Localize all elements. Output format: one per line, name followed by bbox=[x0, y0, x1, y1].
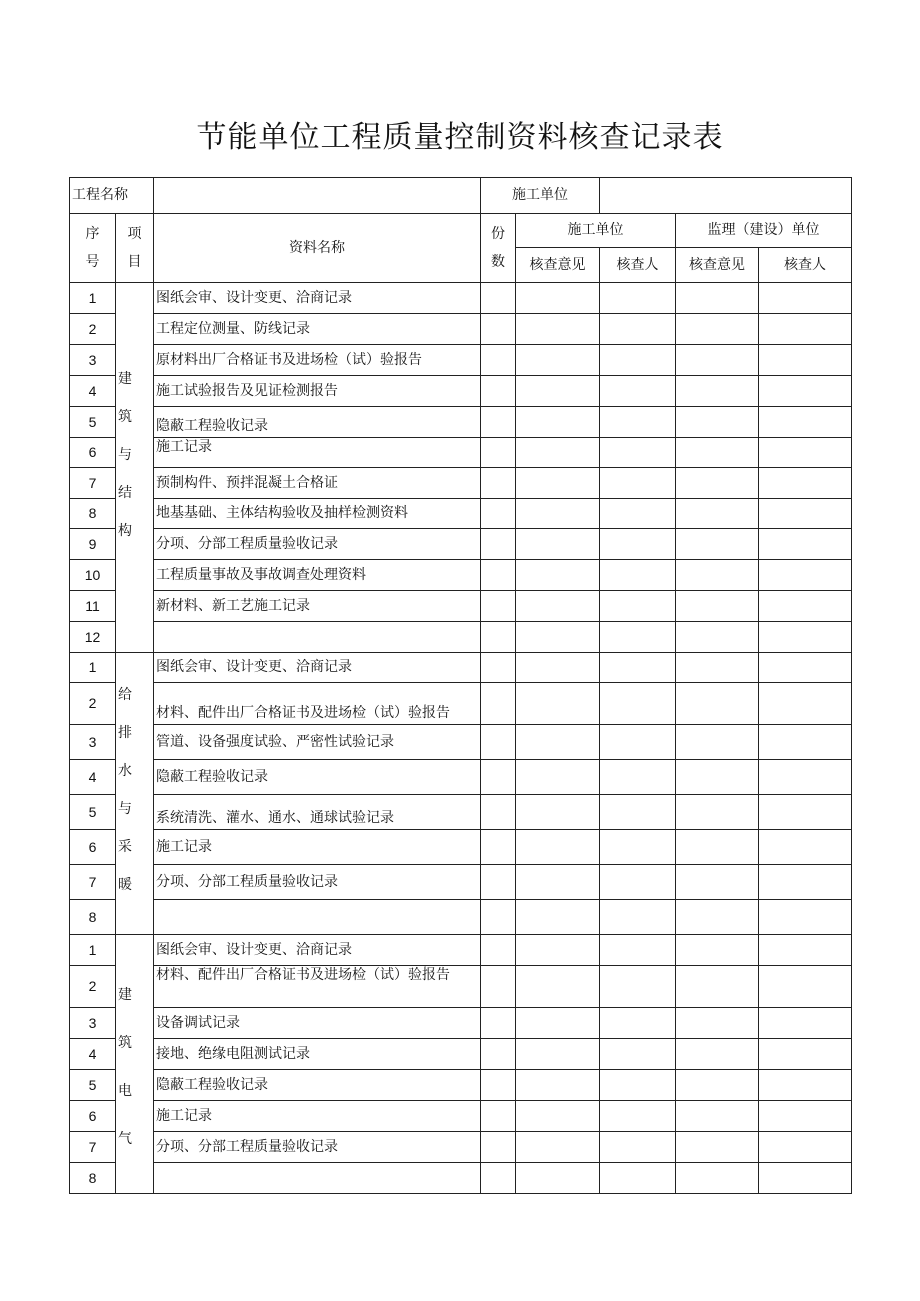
supervisor-checker-cell[interactable] bbox=[759, 1039, 852, 1070]
table-row bbox=[70, 653, 852, 683]
contractor-opinion-cell[interactable] bbox=[516, 1132, 600, 1163]
row-number: 8 bbox=[70, 900, 116, 935]
row-number: 7 bbox=[70, 1132, 116, 1163]
document-name: 材料、配件出厂合格证书及进场检（试）验报告 bbox=[154, 966, 481, 1008]
copies-cell[interactable] bbox=[481, 865, 516, 900]
supervisor-opinion-cell[interactable] bbox=[676, 1101, 759, 1132]
supervisor-opinion-cell[interactable] bbox=[676, 438, 759, 468]
item-header-bottom: 目 bbox=[127, 254, 142, 270]
supervisor-opinion-cell[interactable] bbox=[676, 1008, 759, 1039]
supervisor-checker-cell[interactable] bbox=[759, 795, 852, 830]
copies-cell[interactable] bbox=[481, 468, 516, 499]
row-number: 6 bbox=[70, 438, 116, 468]
supervisor-checker-cell[interactable] bbox=[759, 407, 852, 438]
document-name bbox=[154, 900, 481, 935]
table-row bbox=[70, 760, 852, 795]
table-row bbox=[70, 683, 852, 725]
contractor-checker-cell[interactable] bbox=[600, 1132, 676, 1163]
table-row bbox=[70, 468, 852, 499]
contractor-opinion-cell[interactable] bbox=[516, 683, 600, 725]
supervisor-opinion-cell[interactable] bbox=[676, 529, 759, 560]
copies-header-top: 份 bbox=[491, 226, 505, 242]
table-row bbox=[70, 591, 852, 622]
document-name: 施工记录 bbox=[154, 1101, 481, 1132]
supervisor-checker-cell[interactable] bbox=[759, 900, 852, 935]
category-char: 气 bbox=[118, 1131, 132, 1147]
document-name: 新材料、新工艺施工记录 bbox=[154, 591, 481, 622]
contractor-checker-cell[interactable] bbox=[600, 935, 676, 966]
category-char: 筑 bbox=[118, 409, 132, 425]
supervisor-opinion-cell[interactable] bbox=[676, 499, 759, 529]
document-name: 施工记录 bbox=[154, 830, 481, 865]
supervisor-checker-cell[interactable] bbox=[759, 560, 852, 591]
category-char: 水 bbox=[118, 763, 132, 779]
table-row bbox=[70, 283, 852, 314]
contractor-opinion-cell[interactable] bbox=[516, 830, 600, 865]
document-name: 系统清洗、灌水、通水、通球试验记录 bbox=[154, 795, 481, 830]
copies-cell[interactable] bbox=[481, 1008, 516, 1039]
contractor-opinion-cell[interactable] bbox=[516, 591, 600, 622]
supervisor-checker-cell[interactable] bbox=[759, 725, 852, 760]
document-name: 图纸会审、设计变更、洽商记录 bbox=[154, 283, 481, 314]
supervisor-opinion-cell[interactable] bbox=[676, 283, 759, 314]
supervisor-checker-cell[interactable] bbox=[759, 345, 852, 376]
project-name-label: 工程名称 bbox=[70, 178, 154, 214]
table-row bbox=[70, 529, 852, 560]
seq-header bbox=[70, 214, 116, 283]
copies-cell[interactable] bbox=[481, 795, 516, 830]
contractor-checker-cell[interactable] bbox=[600, 438, 676, 468]
copies-cell[interactable] bbox=[481, 1101, 516, 1132]
contractor-checker-cell[interactable] bbox=[600, 591, 676, 622]
supervisor-checker-cell[interactable] bbox=[759, 438, 852, 468]
contractor-checker-cell[interactable] bbox=[600, 683, 676, 725]
row-number: 5 bbox=[70, 407, 116, 438]
contractor-checker-cell[interactable] bbox=[600, 560, 676, 591]
row-number: 2 bbox=[70, 314, 116, 345]
contractor-checker-cell[interactable] bbox=[600, 499, 676, 529]
supervisor-opinion-cell[interactable] bbox=[676, 1163, 759, 1194]
contractor-opinion-cell[interactable] bbox=[516, 1008, 600, 1039]
category-building-structure bbox=[116, 283, 154, 653]
contractor-checker-cell[interactable] bbox=[600, 653, 676, 683]
contractor-checker-header: 核查人 bbox=[600, 248, 676, 283]
document-name: 隐蔽工程验收记录 bbox=[154, 1070, 481, 1101]
contractor-opinion-cell[interactable] bbox=[516, 966, 600, 1008]
copies-cell[interactable] bbox=[481, 760, 516, 795]
copies-cell[interactable] bbox=[481, 529, 516, 560]
table-row bbox=[70, 1132, 852, 1163]
category-char: 构 bbox=[118, 523, 132, 539]
supervisor-checker-cell[interactable] bbox=[759, 622, 852, 653]
row-number: 4 bbox=[70, 760, 116, 795]
table-row bbox=[70, 1070, 852, 1101]
contractor-opinion-cell[interactable] bbox=[516, 900, 600, 935]
document-name: 原材料出厂合格证书及进场检（试）验报告 bbox=[154, 345, 481, 376]
copies-cell[interactable] bbox=[481, 622, 516, 653]
supervisor-opinion-cell[interactable] bbox=[676, 725, 759, 760]
row-number: 7 bbox=[70, 865, 116, 900]
contractor-opinion-cell[interactable] bbox=[516, 760, 600, 795]
contractor-checker-cell[interactable] bbox=[600, 725, 676, 760]
table-row bbox=[70, 345, 852, 376]
category-char: 电 bbox=[118, 1083, 132, 1099]
row-number: 3 bbox=[70, 345, 116, 376]
table-row bbox=[70, 622, 852, 653]
copies-cell[interactable] bbox=[481, 376, 516, 407]
category-char: 建 bbox=[118, 987, 132, 1003]
category-char: 与 bbox=[118, 447, 132, 463]
supervisor-opinion-cell[interactable] bbox=[676, 966, 759, 1008]
table-row bbox=[70, 438, 852, 468]
contractor-opinion-cell[interactable] bbox=[516, 560, 600, 591]
supervisor-checker-cell[interactable] bbox=[759, 1008, 852, 1039]
supervisor-checker-cell[interactable] bbox=[759, 830, 852, 865]
copies-cell[interactable] bbox=[481, 966, 516, 1008]
document-name: 分项、分部工程质量验收记录 bbox=[154, 529, 481, 560]
supervisor-opinion-cell[interactable] bbox=[676, 900, 759, 935]
supervisor-opinion-cell[interactable] bbox=[676, 795, 759, 830]
contractor-checker-cell[interactable] bbox=[600, 314, 676, 345]
copies-cell[interactable] bbox=[481, 1163, 516, 1194]
table-row bbox=[70, 966, 852, 1008]
copies-cell[interactable] bbox=[481, 830, 516, 865]
supervisor-checker-cell[interactable] bbox=[759, 1132, 852, 1163]
copies-cell[interactable] bbox=[481, 653, 516, 683]
row-number: 5 bbox=[70, 1070, 116, 1101]
contractor-checker-cell[interactable] bbox=[600, 345, 676, 376]
contractor-checker-cell[interactable] bbox=[600, 407, 676, 438]
contractor-opinion-cell[interactable] bbox=[516, 725, 600, 760]
contractor-checker-cell[interactable] bbox=[600, 760, 676, 795]
contractor-opinion-cell[interactable] bbox=[516, 529, 600, 560]
copies-cell[interactable] bbox=[481, 1039, 516, 1070]
table-row bbox=[70, 1101, 852, 1132]
contractor-opinion-cell[interactable] bbox=[516, 653, 600, 683]
contractor-group-header: 施工单位 bbox=[516, 214, 676, 248]
seq-header-top: 序 bbox=[85, 226, 100, 242]
supervisor-checker-cell[interactable] bbox=[759, 376, 852, 407]
supervisor-checker-cell[interactable] bbox=[759, 1070, 852, 1101]
supervisor-checker-cell[interactable] bbox=[759, 1101, 852, 1132]
copies-header bbox=[481, 214, 516, 283]
category-plumbing-heating bbox=[116, 653, 154, 935]
supervisor-checker-cell[interactable] bbox=[759, 935, 852, 966]
document-name: 工程质量事故及事故调查处理资料 bbox=[154, 560, 481, 591]
row-number: 8 bbox=[70, 1163, 116, 1194]
supervisor-opinion-cell[interactable] bbox=[676, 622, 759, 653]
document-name: 施工试验报告及见证检测报告 bbox=[154, 376, 481, 407]
row-number: 10 bbox=[70, 560, 116, 591]
table-row bbox=[70, 935, 852, 966]
contractor-checker-cell[interactable] bbox=[600, 795, 676, 830]
table-row bbox=[70, 865, 852, 900]
category-char: 排 bbox=[118, 725, 132, 741]
supervisor-checker-cell[interactable] bbox=[759, 760, 852, 795]
category-char: 建 bbox=[118, 371, 132, 387]
copies-cell[interactable] bbox=[481, 499, 516, 529]
project-info-row bbox=[70, 178, 852, 214]
supervisor-opinion-cell[interactable] bbox=[676, 1039, 759, 1070]
document-name: 工程定位测量、防线记录 bbox=[154, 314, 481, 345]
document-name bbox=[154, 1163, 481, 1194]
supervisor-opinion-cell[interactable] bbox=[676, 345, 759, 376]
contractor-checker-cell[interactable] bbox=[600, 622, 676, 653]
row-number: 7 bbox=[70, 468, 116, 499]
supervisor-opinion-cell[interactable] bbox=[676, 653, 759, 683]
supervisor-opinion-cell[interactable] bbox=[676, 683, 759, 725]
supervisor-opinion-cell[interactable] bbox=[676, 935, 759, 966]
contractor-checker-cell[interactable] bbox=[600, 1039, 676, 1070]
supervisor-opinion-cell[interactable] bbox=[676, 314, 759, 345]
table-row bbox=[70, 795, 852, 830]
supervisor-checker-cell[interactable] bbox=[759, 683, 852, 725]
table-row bbox=[70, 900, 852, 935]
item-header-top: 项 bbox=[127, 226, 142, 242]
document-name bbox=[154, 622, 481, 653]
table-row bbox=[70, 376, 852, 407]
contractor-opinion-cell[interactable] bbox=[516, 376, 600, 407]
row-number: 6 bbox=[70, 830, 116, 865]
supervisor-group-header: 监理（建设）单位 bbox=[676, 214, 852, 248]
copies-cell[interactable] bbox=[481, 900, 516, 935]
table-row bbox=[70, 830, 852, 865]
supervisor-opinion-cell[interactable] bbox=[676, 376, 759, 407]
contractor-checker-cell[interactable] bbox=[600, 865, 676, 900]
document-name: 隐蔽工程验收记录 bbox=[154, 760, 481, 795]
document-name: 分项、分部工程质量验收记录 bbox=[154, 1132, 481, 1163]
contractor-opinion-cell[interactable] bbox=[516, 1163, 600, 1194]
form-title: 节能单位工程质量控制资料核查记录表 bbox=[196, 120, 724, 155]
contractor-opinion-cell[interactable] bbox=[516, 622, 600, 653]
supervisor-checker-cell[interactable] bbox=[759, 468, 852, 499]
table-row bbox=[70, 560, 852, 591]
row-number: 2 bbox=[70, 966, 116, 1008]
copies-cell[interactable] bbox=[481, 683, 516, 725]
document-name: 图纸会审、设计变更、洽商记录 bbox=[154, 935, 481, 966]
copies-cell[interactable] bbox=[481, 560, 516, 591]
contractor-opinion-cell[interactable] bbox=[516, 935, 600, 966]
supervisor-checker-cell[interactable] bbox=[759, 591, 852, 622]
row-number: 9 bbox=[70, 529, 116, 560]
copies-cell[interactable] bbox=[481, 935, 516, 966]
copies-cell[interactable] bbox=[481, 345, 516, 376]
table-row bbox=[70, 1163, 852, 1194]
contractor-checker-cell[interactable] bbox=[600, 468, 676, 499]
row-number: 12 bbox=[70, 622, 116, 653]
row-number: 3 bbox=[70, 725, 116, 760]
row-number: 2 bbox=[70, 683, 116, 725]
contractor-opinion-cell[interactable] bbox=[516, 795, 600, 830]
supervisor-opinion-cell[interactable] bbox=[676, 865, 759, 900]
contractor-opinion-cell[interactable] bbox=[516, 283, 600, 314]
document-name: 预制构件、预拌混凝土合格证 bbox=[154, 468, 481, 499]
contractor-opinion-cell[interactable] bbox=[516, 1039, 600, 1070]
contractor-opinion-cell[interactable] bbox=[516, 499, 600, 529]
document-name: 设备调试记录 bbox=[154, 1008, 481, 1039]
item-header bbox=[116, 214, 154, 283]
category-char: 与 bbox=[118, 801, 132, 817]
row-number: 5 bbox=[70, 795, 116, 830]
document-name: 隐蔽工程验收记录 bbox=[154, 407, 481, 438]
document-name: 分项、分部工程质量验收记录 bbox=[154, 865, 481, 900]
copies-cell[interactable] bbox=[481, 591, 516, 622]
contractor-opinion-header: 核查意见 bbox=[516, 248, 600, 283]
copies-cell[interactable] bbox=[481, 314, 516, 345]
document-name: 材料、配件出厂合格证书及进场检（试）验报告 bbox=[154, 683, 481, 725]
table-row bbox=[70, 725, 852, 760]
supervisor-checker-cell[interactable] bbox=[759, 499, 852, 529]
contractor-opinion-cell[interactable] bbox=[516, 345, 600, 376]
document-name: 图纸会审、设计变更、洽商记录 bbox=[154, 653, 481, 683]
row-number: 3 bbox=[70, 1008, 116, 1039]
table-row bbox=[70, 1039, 852, 1070]
column-header-row-1 bbox=[70, 214, 852, 248]
contractor-opinion-cell[interactable] bbox=[516, 1101, 600, 1132]
row-number: 6 bbox=[70, 1101, 116, 1132]
contractor-checker-cell[interactable] bbox=[600, 1008, 676, 1039]
category-char: 采 bbox=[118, 839, 132, 855]
contractor-checker-cell[interactable] bbox=[600, 830, 676, 865]
contractor-opinion-cell[interactable] bbox=[516, 438, 600, 468]
contractor-checker-cell[interactable] bbox=[600, 1070, 676, 1101]
contractor-checker-cell[interactable] bbox=[600, 900, 676, 935]
supervisor-opinion-cell[interactable] bbox=[676, 560, 759, 591]
contractor-opinion-cell[interactable] bbox=[516, 865, 600, 900]
supervisor-opinion-header: 核查意见 bbox=[676, 248, 759, 283]
contractor-opinion-cell[interactable] bbox=[516, 1070, 600, 1101]
copies-header-bottom: 数 bbox=[491, 254, 505, 270]
copies-cell[interactable] bbox=[481, 725, 516, 760]
category-electrical bbox=[116, 935, 154, 1194]
document-name: 管道、设备强度试验、严密性试验记录 bbox=[154, 725, 481, 760]
construction-unit-label: 施工单位 bbox=[481, 178, 600, 214]
table-row bbox=[70, 407, 852, 438]
row-number: 4 bbox=[70, 376, 116, 407]
copies-cell[interactable] bbox=[481, 407, 516, 438]
copies-cell[interactable] bbox=[481, 1070, 516, 1101]
contractor-checker-cell[interactable] bbox=[600, 966, 676, 1008]
row-number: 8 bbox=[70, 499, 116, 529]
supervisor-checker-cell[interactable] bbox=[759, 966, 852, 1008]
inspection-record-table bbox=[69, 177, 852, 1194]
copies-cell[interactable] bbox=[481, 1132, 516, 1163]
copies-cell[interactable] bbox=[481, 438, 516, 468]
category-char: 结 bbox=[118, 485, 132, 501]
supervisor-opinion-cell[interactable] bbox=[676, 591, 759, 622]
table-row bbox=[70, 1008, 852, 1039]
document-name: 施工记录 bbox=[154, 438, 481, 468]
supervisor-checker-cell[interactable] bbox=[759, 314, 852, 345]
supervisor-opinion-cell[interactable] bbox=[676, 760, 759, 795]
table-row bbox=[70, 499, 852, 529]
supervisor-opinion-cell[interactable] bbox=[676, 1132, 759, 1163]
supervisor-opinion-cell[interactable] bbox=[676, 1070, 759, 1101]
doc-name-header: 资料名称 bbox=[154, 214, 481, 283]
contractor-opinion-cell[interactable] bbox=[516, 314, 600, 345]
category-char: 筑 bbox=[118, 1035, 132, 1051]
contractor-checker-cell[interactable] bbox=[600, 376, 676, 407]
copies-cell[interactable] bbox=[481, 283, 516, 314]
supervisor-checker-cell[interactable] bbox=[759, 653, 852, 683]
row-number: 1 bbox=[70, 283, 116, 314]
row-number: 11 bbox=[70, 591, 116, 622]
supervisor-checker-cell[interactable] bbox=[759, 1163, 852, 1194]
contractor-opinion-cell[interactable] bbox=[516, 407, 600, 438]
supervisor-opinion-cell[interactable] bbox=[676, 407, 759, 438]
construction-unit-field[interactable] bbox=[600, 178, 852, 214]
contractor-checker-cell[interactable] bbox=[600, 283, 676, 314]
document-name: 接地、绝缘电阻测试记录 bbox=[154, 1039, 481, 1070]
contractor-checker-cell[interactable] bbox=[600, 529, 676, 560]
document-name: 地基基础、主体结构验收及抽样检测资料 bbox=[154, 499, 481, 529]
category-char: 暖 bbox=[118, 877, 132, 893]
row-number: 1 bbox=[70, 653, 116, 683]
supervisor-checker-header: 核查人 bbox=[759, 248, 852, 283]
contractor-checker-cell[interactable] bbox=[600, 1163, 676, 1194]
seq-header-bottom: 号 bbox=[85, 254, 100, 270]
contractor-opinion-cell[interactable] bbox=[516, 468, 600, 499]
row-number: 4 bbox=[70, 1039, 116, 1070]
category-char: 给 bbox=[118, 687, 132, 703]
project-name-field[interactable] bbox=[154, 178, 481, 214]
supervisor-checker-cell[interactable] bbox=[759, 865, 852, 900]
supervisor-opinion-cell[interactable] bbox=[676, 830, 759, 865]
row-number: 1 bbox=[70, 935, 116, 966]
table-row bbox=[70, 314, 852, 345]
supervisor-checker-cell[interactable] bbox=[759, 529, 852, 560]
supervisor-checker-cell[interactable] bbox=[759, 283, 852, 314]
supervisor-opinion-cell[interactable] bbox=[676, 468, 759, 499]
contractor-checker-cell[interactable] bbox=[600, 1101, 676, 1132]
